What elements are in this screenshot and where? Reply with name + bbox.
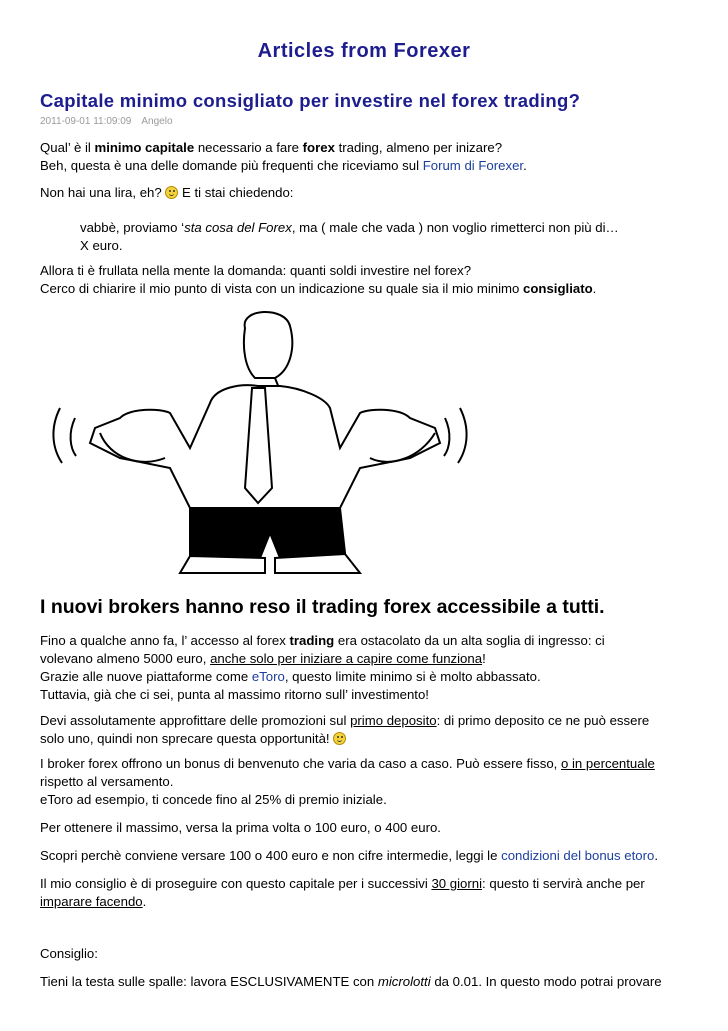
learn-by-doing-link[interactable]: imparare facendo (40, 894, 143, 909)
paragraph-tip-label: Consiglio: (40, 946, 98, 961)
article-author: Angelo (141, 116, 173, 127)
smiley-icon (165, 186, 178, 199)
paragraph-tip: Tieni la testa sulle spalle: lavora ESCLUSIVAMENTE con microlotti da 0.01. In questo modo potrai provare (40, 974, 662, 989)
quote-block: vabbè, proviamo ‘sta cosa del Forex, ma ( male che vada ) non voglio rimetterci non più di… X euro. (80, 220, 619, 253)
wink-smiley-icon (333, 732, 346, 745)
empty-pockets-illustration (40, 308, 490, 578)
etoro-link[interactable]: eToro (251, 669, 285, 684)
article-title: Capitale minimo consigliato per investire nel forex trading? (40, 90, 581, 111)
article-date: 2011-09-01 11:09:09 (40, 116, 132, 127)
site-title: Articles from Forexer (257, 40, 471, 62)
forum-link[interactable]: Forum di Forexer (422, 158, 524, 173)
paragraph-brokers: Fino a qualche anno fa, l’ accesso al forex trading era ostacolato da un alta soglia di ingresso: ci volevano almeno 5000 euro, anche solo per iniziare a capire come funziona! Grazie alle nuove piattaforme come eToro, questo limite minimo si è molto abbassato. Tuttavia, già che ci sei, punta al massimo ritorno sull’ investimento! (40, 633, 605, 702)
article-meta (40, 116, 183, 127)
paragraph-conditions: Scopri perchè conviene versare 100 o 400 euro e non cifre intermedie, leggi le condizioni del bonus etoro. (40, 848, 659, 863)
section-heading: I nuovi brokers hanno reso il trading forex accessibile a tutti. (40, 596, 605, 618)
how-it-works-link[interactable]: anche solo per iniziare a capire come funziona (210, 651, 483, 666)
paragraph-question: Non hai una lira, eh? E ti stai chiedendo: (40, 185, 294, 200)
first-deposit-link[interactable]: primo deposito (350, 713, 437, 728)
paragraph-question-2: Allora ti è frullata nella mente la domanda: quanti soldi investire nel forex? Cerco di chiarire il mio punto di vista con un indicazione su quale sia il mio minimo consigliato. (40, 263, 597, 296)
paragraph-bonus: I broker forex offrono un bonus di benvenuto che varia da caso a caso. Può essere fisso, o in percentuale rispetto al versamento. eToro ad esempio, ti concede fino al 25% di premio iniziale. (40, 756, 655, 807)
30-days-link[interactable]: 30 giorni (431, 876, 483, 891)
paragraph-advice: Il mio consiglio è di proseguire con questo capitale per i successivi 30 giorni: questo ti servirà anche per imparare facendo. (40, 876, 645, 909)
paragraph-maximum: Per ottenere il massimo, versa la prima volta o 100 euro, o 400 euro. (40, 820, 441, 835)
bonus-conditions-link[interactable]: condizioni del bonus etoro (501, 848, 655, 863)
paragraph-deposit: Devi assolutamente approfittare delle promozioni sul primo deposito: di primo deposito ce ne può essere solo uno, quindi non sprecare questa opportunità! (40, 713, 650, 746)
percentage-link[interactable]: o in percentuale (560, 756, 655, 771)
paragraph-intro: Qual’ è il minimo capitale necessario a fare forex trading, almeno per inizare? Beh, questa è una delle domande più frequenti che riceviamo sul Forum di Forexer. (40, 140, 527, 173)
